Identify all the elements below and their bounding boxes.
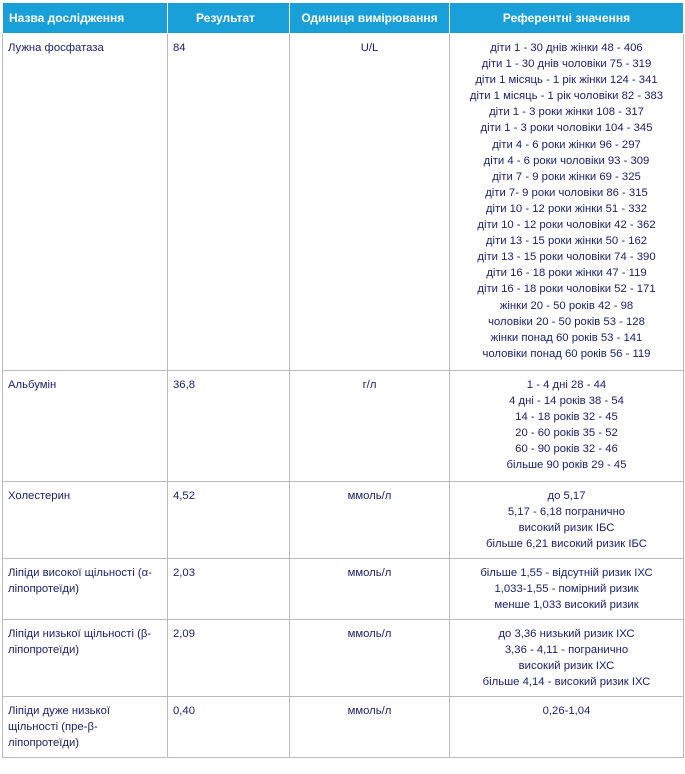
reference-line: чоловіки 20 - 50 років 53 - 128 [488, 315, 645, 328]
reference-line: до 3,36 низький ризик ІХС [498, 628, 635, 640]
reference-line: діти 4 - 6 роки жінки 96 - 297 [492, 138, 641, 151]
table-row [3, 697, 684, 758]
test-unit: ммоль/л [290, 482, 450, 559]
test-name: Альбумін [3, 371, 168, 482]
reference-line: високий ризик ІХС [518, 660, 615, 673]
reference-line: більше 4,14 - високий ризик ІХС [482, 676, 651, 689]
test-unit: г/л [290, 371, 450, 482]
reference-line: діти 4 - 6 роки чоловіки 93 - 309 [483, 154, 650, 167]
test-result: 2,09 [168, 620, 290, 697]
test-name: Ліпіди низької щільності (β-ліпопротеїди) [3, 620, 168, 697]
reference-line: діти 16 - 18 роки жінки 47 - 119 [486, 267, 647, 280]
table-row [3, 620, 684, 697]
column-header-reference: Референтні значення [450, 3, 684, 34]
reference-line: жінки понад 60 років 53 - 141 [490, 331, 643, 344]
table-row [3, 482, 684, 559]
table-row [3, 34, 684, 371]
reference-line: діти 16 - 18 роки чоловіки 52 - 171 [477, 283, 656, 296]
test-unit: ммоль/л [290, 559, 450, 620]
reference-line: діти 1 - 30 днів жінки 48 - 406 [490, 42, 643, 54]
test-result: 2,03 [168, 559, 290, 620]
reference-line: діти 7- 9 роки чоловіки 86 - 315 [485, 186, 648, 199]
test-name: Лужна фосфатаза [3, 34, 168, 371]
reference-line: більше 1,55 - відсутній ризик ІХС [480, 567, 653, 579]
reference-line: високий ризик ІБС [518, 522, 615, 535]
reference-line: 60 - 90 років 32 - 46 [515, 443, 618, 456]
reference-line: діти 10 - 12 роки чоловіки 42 - 362 [477, 219, 656, 232]
column-header-name: Назва дослідження [3, 3, 168, 34]
test-result: 4,52 [168, 482, 290, 559]
column-header-unit: Одиниця вимірювання [290, 3, 450, 34]
reference-values [450, 620, 684, 697]
test-result: 0,40 [168, 697, 290, 758]
test-result: 84 [168, 34, 290, 371]
reference-line: більше 6,21 високий ризик ІБС [486, 538, 647, 551]
reference-line: діти 1 - 3 роки чоловіки 104 - 345 [480, 122, 653, 135]
reference-line: діти 1 місяць - 1 рік жінки 124 - 341 [475, 74, 658, 87]
reference-line: діти 13 - 15 роки жінки 50 - 162 [485, 235, 648, 248]
reference-line: більше 90 років 29 - 45 [506, 459, 627, 472]
reference-values [450, 34, 684, 371]
reference-line: жінки 20 - 50 років 42 - 98 [499, 299, 634, 312]
reference-line: діти 1 місяць - 1 рік чоловіки 82 - 383 [469, 90, 664, 103]
test-name: Ліпіди високої щільності (α-ліпопротеїди) [3, 559, 168, 620]
table-row [3, 559, 684, 620]
reference-line: менше 1,033 високий ризик [494, 599, 639, 612]
test-name: Ліпіди дуже низької щільності (пре-β-ліпопротеїди) [3, 697, 168, 758]
reference-line: 14 - 18 років 32 - 45 [515, 411, 618, 424]
test-unit: U/L [290, 34, 450, 371]
column-header-result: Результат [168, 3, 290, 34]
reference-line: чоловіки понад 60 років 56 - 119 [482, 347, 651, 360]
reference-line: 3,36 - 4,11 - погранично [504, 644, 629, 657]
reference-line: 1,033-1,55 - помірний ризик [494, 583, 639, 596]
reference-line: 4 дні - 14 років 38 - 54 [509, 395, 624, 408]
reference-line: діти 10 - 12 роки жінки 51 - 332 [485, 202, 648, 215]
reference-line: 1 - 4 дні 28 - 44 [526, 379, 607, 391]
reference-values [450, 371, 684, 482]
reference-values [450, 559, 684, 620]
reference-line: діти 1 - 30 днів чоловіки 75 - 319 [481, 58, 652, 71]
table-row [3, 371, 684, 482]
reference-line: 5,17 - 6,18 погранично [507, 506, 626, 519]
reference-line: 20 - 60 років 35 - 52 [515, 427, 618, 440]
results-table [2, 2, 684, 758]
table-header-row [3, 3, 684, 34]
reference-line: діти 7 - 9 роки жінки 69 - 325 [492, 170, 641, 183]
test-result: 36,8 [168, 371, 290, 482]
reference-line: 0,26-1,04 [542, 705, 591, 717]
reference-line: до 5,17 [547, 490, 586, 502]
test-unit: ммоль/л [290, 697, 450, 758]
reference-values [450, 482, 684, 559]
reference-line: діти 13 - 15 роки чоловіки 74 - 390 [477, 251, 656, 264]
test-name: Холестерин [3, 482, 168, 559]
test-unit: ммоль/л [290, 620, 450, 697]
reference-line: діти 1 - 3 роки жінки 108 - 317 [489, 106, 644, 119]
reference-values [450, 697, 684, 758]
